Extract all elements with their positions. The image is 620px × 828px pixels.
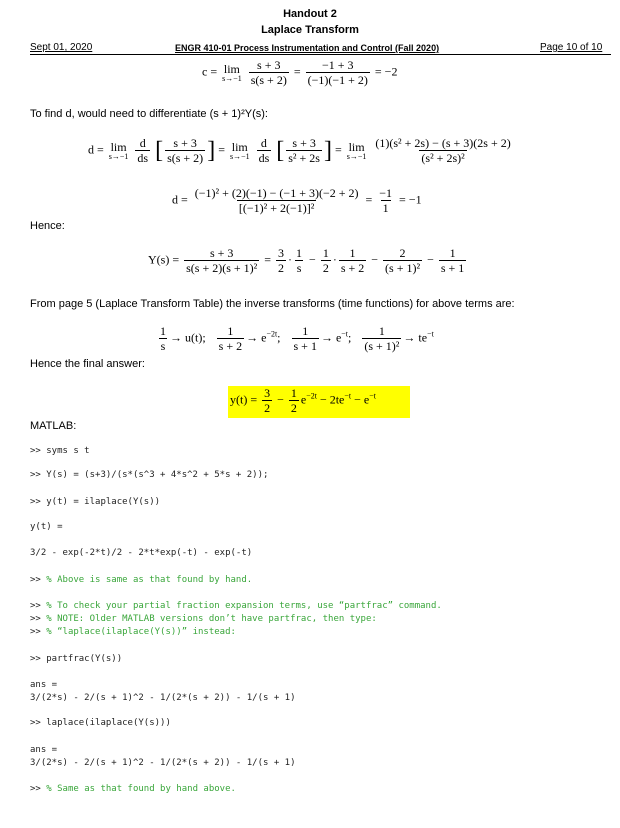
eq-c-lhs: c = (202, 64, 218, 79)
code-output-y: 3/2 - exp(-2*t)/2 - 2*t*exp(-t) - exp(-t) (30, 548, 253, 558)
matlab-heading: MATLAB: (30, 420, 77, 432)
equation-Y-partial-fractions: Y(s) = $\frac{s + 3}{\text{s(s + 2)(s + 1)²}}$ = $\frac{3}{2}$ · $\frac{1}{s}$ − $\frac{1}{2}$ · $\frac{1}{s + 2}$ − $\frac{2}{\text{(s + 1)²}}$ − $\frac{1}{s + 1}$ (148, 246, 465, 275)
eq-d1-ddx-1: $\frac{d}{ds}$ (137, 136, 149, 165)
equation-c (202, 58, 397, 87)
code-output-ans-2: 3/(2*s) - 2/(s + 1)^2 - 1/(2*(s + 2)) - 1/(s + 1) (30, 758, 296, 768)
eq-c-limit: lim s→−1 (222, 61, 242, 83)
code-output-ans-1: 3/(2*s) - 2/(s + 1)^2 - 1/(2*(s + 2)) - 1/(s + 1) (30, 693, 296, 703)
eq-c-equals: = (293, 64, 301, 79)
equation-d-derivative: d = lim s→−1 $\frac{d}{ds}$ [ $\frac{s + 3}{s(s + 2)}$ ] = lim s→−1 $\frac{d}{ds}$ [ $\frac{s + 3}{\text{s² + 2s}}$ ] = lim s→−1 $\frac{\text{(1)(s² + 2s) − (s + 3)(2s + 2)}}{\text{(s² + 2s)²}}$ (88, 136, 511, 165)
code-comment-note: >> % NOTE: Older MATLAB versions don’t have partfrac, then type: (30, 614, 377, 624)
eq-d1-frac1: $\frac{s + 3}{s(s + 2)}$ (167, 136, 204, 165)
code-line-partfrac: >> partfrac(Y(s)) (30, 654, 123, 664)
eq-c-frac2: $\frac{-1 + 3}{(-1)(-1 + 2)}$ (307, 58, 368, 87)
eq-d1-limit-2: lim s→−1 (229, 139, 250, 161)
code-comment-laplace: >> % “laplace(ilaplace(Y(s))” instead: (30, 627, 236, 637)
final-answer-highlight: y(t) = $\frac{3}{2}$ − $\frac{1}{2}$ $e^{-2t} - 2te^{-t} - e^{-t}$ (228, 386, 410, 418)
text-from-page-5: From page 5 (Laplace Transform Table) the inverse transforms (time functions) for above terms are: (30, 298, 515, 310)
equation-d-evaluated: d = $\frac{\text{(−1)² + (2)(−1) − (−1 + 3)(−2 + 2)}}{\text{[(−1)² + 2(−1)]²}}$ = $\frac{-1}{1}$ = −1 (172, 186, 422, 215)
eq-c-frac1: $\frac{s + 3}{s(s + 2)}$ (250, 58, 287, 87)
code-output-ans-1-label: ans = (30, 680, 58, 690)
code-comment-above: >> % Above is same as that found by hand. (30, 575, 253, 585)
code-output-label-y: y(t) = (30, 522, 63, 532)
code-line-syms: >> syms s t (30, 446, 90, 456)
code-comment-partfrac: >> % To check your partial fraction expansion terms, use “partfrac” command. (30, 601, 442, 611)
eq-d1-ddx-2: $\frac{d}{ds}$ (258, 136, 270, 165)
eq-d1-frac3: $\frac{\text{(1)(s² + 2s) − (s + 3)(2s + 2)}}{\text{(s² + 2s)²}}$ (375, 136, 511, 165)
code-output-ans-2-label: ans = (30, 745, 58, 755)
eq-d1-limit-3: lim s→−1 (346, 139, 367, 161)
code-line-ilaplace: >> y(t) = ilaplace(Y(s)) (30, 497, 161, 507)
header-date: Sept 01, 2020 (30, 42, 93, 53)
eq-d2-frac1: $\frac{\text{(−1)² + (2)(−1) − (−1 + 3)(−2 + 2)}}{\text{[(−1)² + 2(−1)]²}}$ (194, 186, 359, 215)
code-comment-same: >> % Same as that found by hand above. (30, 784, 236, 794)
eq-c-result: = −2 (374, 64, 398, 79)
handout-topic: Laplace Transform (261, 24, 359, 36)
text-hence: Hence: (30, 220, 65, 232)
header-rule (30, 54, 611, 55)
eq-d2-frac2: $\frac{-1}{1}$ (379, 186, 393, 215)
handout-number: Handout 2 (283, 8, 337, 20)
code-line-Y: >> Y(s) = (s+3)/(s*(s^3 + 4*s^2 + 5*s + 2)); (30, 470, 269, 480)
inverse-transforms: $\frac{1}{s}$ → u(t); $\frac{1}{s + 2}$ → $e^{-2t}$; $\frac{1}{s + 1}$ → $e^{-t}$; $\frac{1}{\text{(s + 1)²}}$ → $te^{-t}$ (160, 324, 434, 353)
code-line-laplace: >> laplace(ilaplace(Y(s))) (30, 718, 171, 728)
text-final-answer: Hence the final answer: (30, 358, 145, 370)
header-course: ENGR 410-01 Process Instrumentation and Control (Fall 2020) (175, 43, 440, 53)
eq-d1-limit-1: lim s→−1 (108, 139, 129, 161)
header-page-number: Page 10 of 10 (540, 42, 603, 53)
text-find-d: To find d, would need to differentiate (s + 1)²Y(s): (30, 108, 268, 120)
eq-d1-frac2: $\frac{s + 3}{\text{s² + 2s}}$ (288, 136, 320, 165)
